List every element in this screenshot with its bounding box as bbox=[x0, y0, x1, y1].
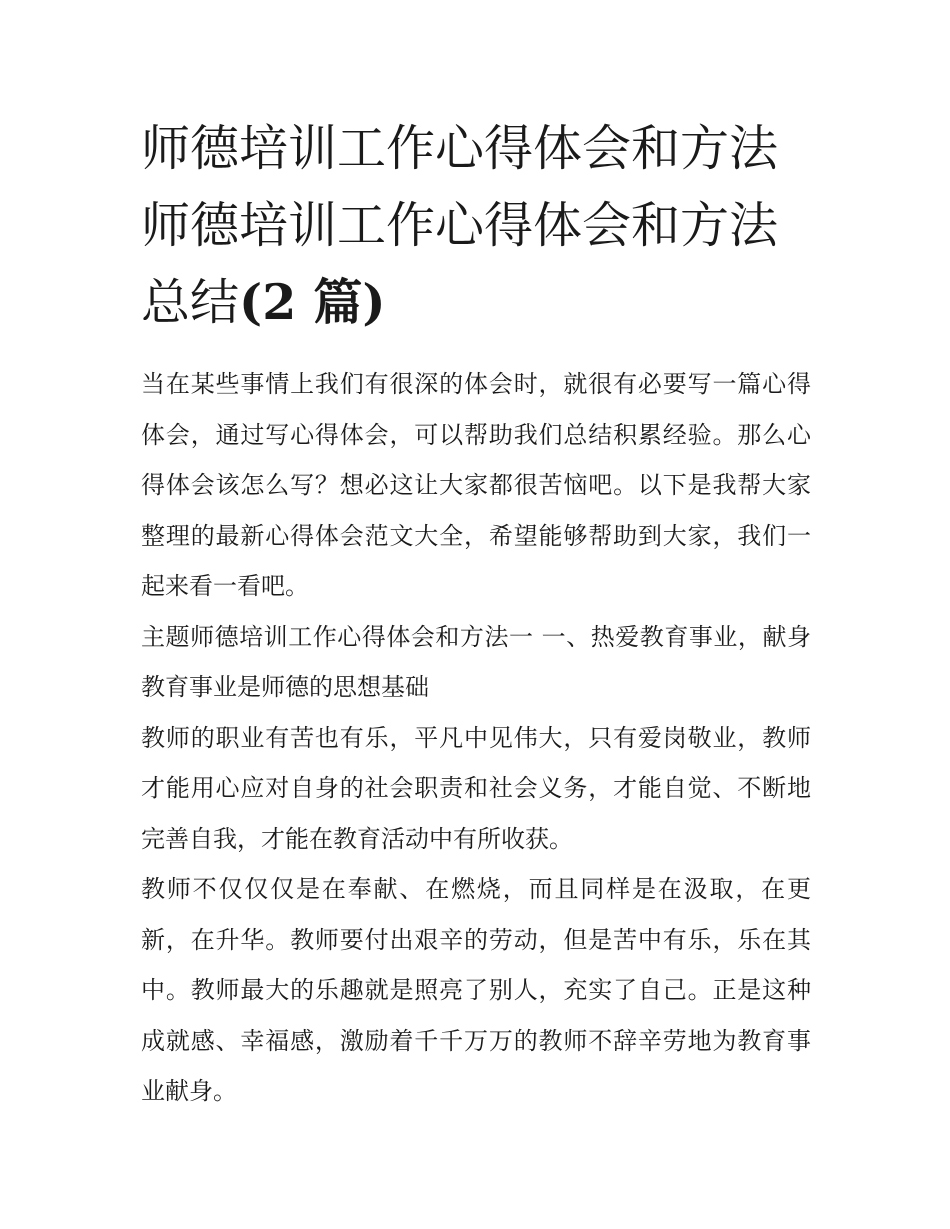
paragraph-career: 教师的职业有苦也有乐，平凡中见伟大，只有爱岗敬业，教师才能用心应对自身的社会职责和社会义务，才能自觉、不断地完善自我，才能在教育活动中有所收获。 bbox=[141, 723, 811, 853]
paragraph-intro: 当在某些事情上我们有很深的体会时，就很有必要写一篇心得体会，通过写心得体会，可以帮助我们总结积累经验。那么心得体会该怎么写？想必这让大家都很苦恼吧。以下是我帮大家整理的最新心得体会范文大全，希望能够帮助到大家，我们一起来看一看吧。 bbox=[141, 370, 811, 600]
title-line-3-suffix: (2 篇) bbox=[239, 273, 386, 331]
title-line-3 bbox=[141, 264, 811, 341]
title-line-3-prefix: 总结 bbox=[141, 274, 240, 331]
document-content bbox=[141, 110, 811, 1117]
title-line-2: 师德培训工作心得体会和方法 bbox=[141, 197, 779, 254]
paragraph-dedication: 教师不仅仅仅是在奉献、在燃烧，而且同样是在汲取，在更新，在升华。教师要付出艰辛的劳动，但是苦中有乐，乐在其中。教师最大的乐趣就是照亮了别人，充实了自己。正是这种成就感、幸福感，激励着千千万万的教师不辞辛劳地为教育事业献身。 bbox=[141, 875, 811, 1105]
title-line-1: 师德培训工作心得体会和方法 bbox=[141, 120, 779, 177]
document-body bbox=[141, 359, 811, 1117]
paragraph-heading: 主题师德培训工作心得体会和方法一 一、热爱教育事业，献身教育事业是师德的思想基础 bbox=[141, 622, 811, 701]
document-title bbox=[141, 110, 811, 341]
